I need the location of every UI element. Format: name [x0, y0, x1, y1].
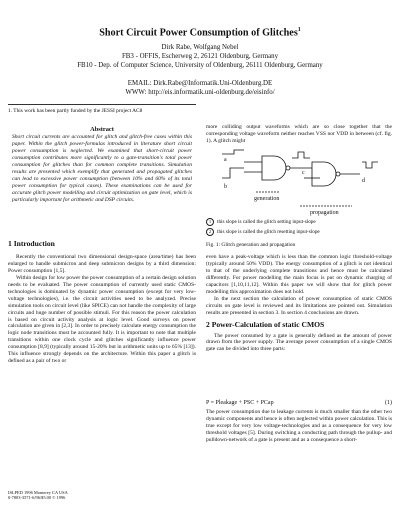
authors: Dirk Rabe, Wolfgang Nebel	[161, 44, 239, 51]
legend-number-2: 2	[206, 228, 214, 236]
right-paragraph-0: more colliding output waveforms which are so close together that the corresponding voltage waveform neither reaches VSS nor VDD in between (cf. fig. 1). A glitch might	[206, 124, 392, 144]
fig-generation: generation	[254, 196, 280, 202]
right-paragraph-2: In the next section the calculation of power consumption of static CMOS circuits on gate level is reviewed and its limitations are pointed out. Simulation results are presented in section 3. In section 4 conclusions are drawn.	[206, 295, 392, 316]
legend-text-2: this slope is called the glitch resetting input-slope	[217, 229, 320, 235]
fig-label-b: b	[224, 184, 227, 190]
conference-info	[8, 490, 68, 500]
nand-gate-1	[262, 156, 286, 180]
abstract-text: Short circuit currents are accounted for glitch and glitch-free cases within this paper. Within the glitch power-formulas introduced in literature short circuit power consumption is neglected. We examined that short-circuit power consumption contributes more significantly to a gate-transition's total power consumption for glitches than for common complete transitions. Simulation results are presented which exemplify that generated and propagated glitches can lead to excessive power consumption (between 10% and 60% of its total power consumption for typical cases). These examinations can be used for accurate glitch power modelling and circuit optimization on gate level, which is particularly important for arithmetic and DSP circuits.	[12, 134, 192, 203]
waveform-b	[222, 168, 244, 178]
nand-gate-2	[312, 162, 336, 186]
fig-propagation: propagation	[310, 210, 339, 216]
gate-1-bubble	[286, 166, 290, 170]
section-2-heading: 2 Power-Calculation of static CMOS	[206, 319, 325, 329]
legend-row-1	[206, 218, 392, 226]
conference-line-2: 0-7803-3571-6/96/$5.00 © 1996	[8, 495, 66, 501]
abstract-heading: Abstract	[90, 126, 114, 133]
footnote-rule	[8, 104, 196, 105]
gate-1-inputs	[244, 162, 262, 172]
legend-number-1: 1	[206, 218, 214, 226]
affiliation-2: FB10 - Dep. of Computer Science, University of Oldenburg, 26111 Oldenburg, Germany	[77, 62, 323, 69]
email: EMAIL: Dirk.Rabe@Informatik.Uni-Oldenburg.DE	[127, 80, 273, 87]
figure-caption: Fig. 1: Glitch generation and propagation	[206, 242, 296, 248]
equation-1	[206, 400, 392, 406]
waveform-a	[222, 150, 244, 154]
equation-number: (1)	[385, 400, 392, 406]
section-1-heading: 1 Introduction	[8, 239, 55, 248]
conference-line-1: ISLPED 1996 Monterey CA USA	[8, 490, 68, 495]
footnote: 1. This work has been partly funded by the JESSI project AC8	[8, 108, 143, 114]
legend-text-1: this slope is called the glitch setting input-slope	[217, 219, 316, 225]
waveform-d	[362, 162, 378, 168]
affiliation-1: FB3 - OFFIS, Escherweg 2, 26121 Oldenburg, Germany	[121, 53, 279, 60]
waveform-c	[292, 152, 310, 158]
fig-label-a: a	[224, 157, 227, 163]
website: WWW: http://eis.informatik.uni-oldenburg.de/eisinfo/	[125, 89, 275, 96]
intro-paragraph-2: Within design for low power the power consumption of a certain design solution needs to be evaluated. The power consumption of currently used static CMOS-technologies is dominated by dynamic power consumption (except for very low-voltage technologies), i.e. the circuit activities need to be analyzed. Precise simulation tools on circuit level (like SPICE) can not handle the complexity of large circuits and huge number of possible stimuli. For this reason the power calculation is based on circuit activity analysis at logic level. Good surveys on power calculation are given in [2,3]. In order to precisely calculate energy consumption the logic node transitions must be accounted fully. It is important to note that multiple transitions within one clock cycle and glitches significantly influence power consumption [8,9] (typically around 15-20% but in arithmetic units up to 65% [13]). This influence strongly depends on the architecture. Within this paper a glitch is defined as a pair of two or	[8, 274, 196, 365]
equation-text: P = Pleakage + PSC + PCap	[206, 400, 274, 406]
legend-row-2	[206, 228, 392, 236]
right-paragraph-3: The power consumed by a gate is generally defined as the amount of power drawn from the power supply. The average power consumption of a single CMOS gate can be divided into three parts:	[206, 332, 392, 353]
intro-paragraph-1: Recently the conventional two dimensional design-space (area/time) has been enlarged to handle submicron and deep submicron designs by a third dimension: Power consumption [1,5].	[8, 253, 196, 274]
paper-title: Short Circuit Power Consumption of Glitches$^1$	[99, 27, 301, 39]
right-paragraph-1: even have a peak-voltage which is less than the common logic threshold-voltage (typically around 50% VDD). The energy consumption of a glitch is not identical to that of the underlying complete transitions and hence must be calculated differently. For power modelling the main focus is put on dynamic charging of capacitors [1,10,11,12]. Within this paper we will show that for glitch power modelling this approximation does not hold.	[206, 254, 392, 295]
right-paragraph-4: The power consumption due to leakage currents is much smaller than the other two dynamic components and hence is often neglected within power calculation. This is true except for very low voltage-technologies and as a consequence for very low threshold voltages [5]. During switching a conducting path through the pullup- and pulldown-network of a gate is present and as a consequence a short-	[206, 409, 392, 443]
fig-label-d: d	[362, 178, 365, 184]
fig-label-c: c	[302, 170, 305, 176]
gate-2-bubble	[336, 172, 340, 176]
